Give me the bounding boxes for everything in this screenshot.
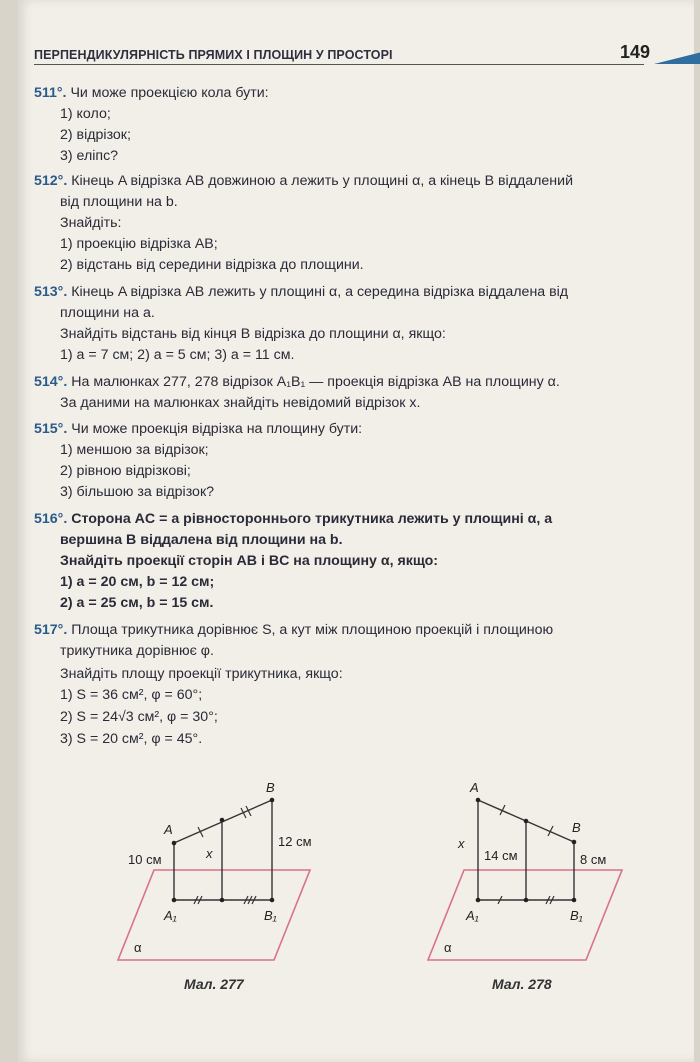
figure-277-caption: Мал. 277 [184, 976, 244, 992]
problem-511-line-0: 511°. Чи може проекцією кола бути: [34, 85, 269, 101]
point-B-277 [270, 798, 275, 803]
label-A-277: A [164, 822, 173, 837]
problem-515-line-1: 1) меншою за відрізок; [60, 442, 209, 458]
label-B1-278: B₁ [570, 908, 583, 923]
point-mid-278 [524, 819, 529, 824]
problem-516-line-2: Знайдіть проекції сторін AB і BC на площину α, якщо: [60, 553, 439, 569]
running-head: ПЕРПЕНДИКУЛЯРНІСТЬ ПРЯМИХ І ПЛОЩИН У ПРОСТОРІ [34, 48, 393, 62]
point-A-277 [172, 841, 177, 846]
problem-512-line-1: від площини на b. [60, 194, 178, 210]
problem-517-line-4: 2) S = 24√3 см², φ = 30°; [60, 709, 218, 725]
problem-513-line-1: площини на a. [60, 305, 155, 321]
textbook-page [18, 0, 694, 1062]
point-mid-277 [220, 818, 225, 823]
label-A-278: A [470, 780, 479, 795]
point-B-278 [572, 840, 577, 845]
problem-513-line-3: 1) a = 7 см; 2) a = 5 см; 3) a = 11 см. [60, 347, 295, 363]
problem-512-line-0: 512°. Кінець A відрізка AB довжиною a лежить у площині α, а кінець B віддалений [34, 173, 573, 189]
point-B1-278 [572, 898, 577, 903]
point-mid1-277 [220, 898, 225, 903]
label-x-277: x [206, 846, 213, 861]
page-number: 149 [620, 42, 651, 62]
problem-512-line-4: 2) відстань від середини відрізка до площини. [60, 257, 364, 273]
label-plane-278: α [444, 940, 452, 955]
problem-511-line-3: 3) еліпс? [60, 148, 119, 164]
label-plane-277: α [134, 940, 142, 955]
problem-513-line-0: 513°. Кінець A відрізка AB лежить у площині α, а середина відрізка віддалена від [34, 284, 569, 300]
problem-515-line-0: 515°. Чи може проекція відрізка на площину бути: [34, 421, 363, 437]
problem-517-line-2: Знайдіть площу проекції трикутника, якщо: [60, 666, 343, 682]
point-A-278 [476, 798, 481, 803]
label-B-277: B [266, 780, 275, 795]
label-A1-277: A₁ [164, 908, 177, 923]
label-B1-277: B₁ [264, 908, 277, 923]
header-wedge-decoration [654, 46, 700, 66]
problem-516-line-3: 1) a = 20 см, b = 12 см; [60, 574, 215, 590]
plane-alpha-278 [428, 870, 622, 960]
problem-515-line-2: 2) рівною відрізкові; [60, 463, 191, 479]
figure-278-caption: Мал. 278 [492, 976, 552, 992]
label-x-278: x [458, 836, 465, 851]
problem-513-line-2: Знайдіть відстань від кінця B відрізка до площини α, якщо: [60, 326, 446, 342]
problem-516-line-0: 516°. Сторона AC = a рівностороннього трикутника лежить у площині α, а [34, 511, 553, 527]
problem-511-line-1: 1) коло; [60, 106, 111, 122]
problem-517-line-1: трикутника дорівнює φ. [60, 643, 214, 659]
point-mid1-278 [524, 898, 529, 903]
problem-517-line-5: 3) S = 20 см², φ = 45°. [60, 731, 203, 747]
problem-514-line-0: 514°. На малюнках 277, 278 відрізок A₁B₁ — проекція відрізка AB на площину α. [34, 374, 560, 390]
label-left-277: 10 см [128, 852, 162, 867]
label-right-277: 12 см [278, 834, 312, 849]
header-rule [34, 64, 644, 65]
problem-515-line-3: 3) більшою за відрізок? [60, 484, 215, 500]
problem-517-line-0: 517°. Площа трикутника дорівнює S, а кут між площиною проекцій і площиною [34, 622, 554, 638]
figure-278 [422, 770, 652, 970]
label-left-278: 14 см [484, 848, 518, 863]
problem-517-line-3: 1) S = 36 см², φ = 60°; [60, 687, 203, 703]
point-B1-277 [270, 898, 275, 903]
page-header [34, 40, 694, 68]
problem-512-line-3: 1) проекцію відрізка AB; [60, 236, 218, 252]
problem-516-line-4: 2) a = 25 см, b = 15 см. [60, 595, 214, 611]
problem-516-line-1: вершина B віддалена від площини на b. [60, 532, 343, 548]
plane-alpha-277 [118, 870, 310, 960]
label-B-278: B [572, 820, 581, 835]
label-A1-278: A₁ [466, 908, 479, 923]
problem-514-line-1: За даними на малюнках знайдіть невідомий відрізок x. [60, 395, 421, 411]
problem-511-line-2: 2) відрізок; [60, 127, 131, 143]
problem-512-line-2: Знайдіть: [60, 215, 122, 231]
figure-277 [114, 770, 344, 970]
point-A1-277 [172, 898, 177, 903]
label-right-278: 8 см [580, 852, 607, 867]
point-A1-278 [476, 898, 481, 903]
